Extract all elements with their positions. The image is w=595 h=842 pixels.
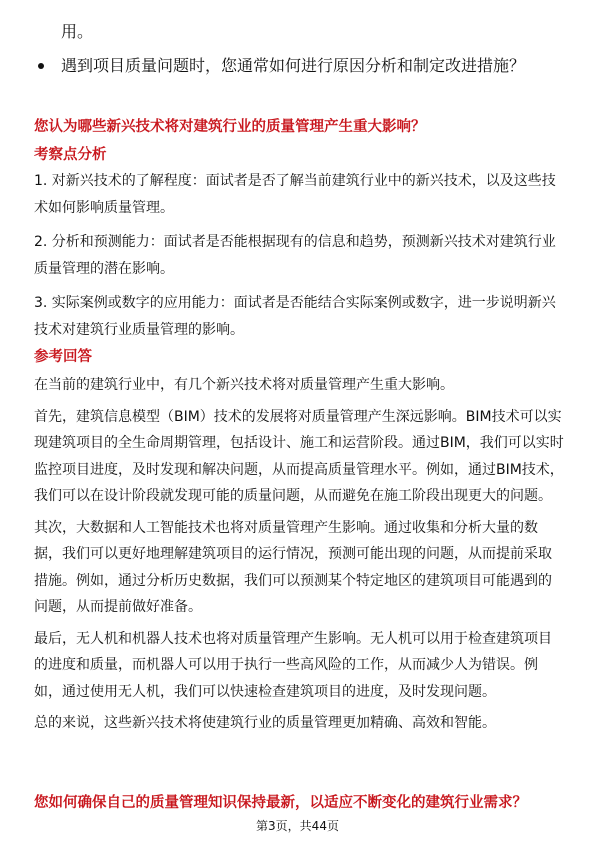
analysis-list	[34, 168, 564, 351]
analysis-item: 2. 分析和预测能力：面试者是否能根据现有的信息和趋势，预测新兴技术对建筑行业质量管理的潜在影响。	[34, 234, 556, 277]
bullet-item	[38, 54, 548, 78]
answer-heading: 参考回答	[34, 349, 92, 365]
answer-paragraph: 总的来说，这些新兴技术将使建筑行业的质量管理更加精确、高效和智能。	[34, 715, 496, 731]
answer-paragraph: 首先，建筑信息模型（BIM）技术的发展将对质量管理产生深远影响。BIM技术可以实现建筑项目的全生命周期管理，包括设计、施工和运营阶段。通过BIM，我们可以实时监控项目进度，及时发现和解决问题，从而提高质量管理水平。例如，通过BIM技术，我们可以在设计阶段就发现可能的质量问题，从而避免在施工阶段出现更大的问题。	[34, 408, 564, 504]
next-question-heading: 您如何确保自己的质量管理知识保持最新，以适应不断变化的建筑行业需求？	[34, 795, 527, 811]
answer-paragraph: 其次，大数据和人工智能技术也将对质量管理产生影响。通过收集和分析大量的数据，我们可以更好地理解建筑项目的运行情况，预测可能出现的问题，从而提前采取措施。例如，通过分析历史数据，我们可以预测某个特定地区的建筑项目可能遇到的问题，从而提前做好准备。	[34, 519, 552, 615]
bullet-dot-icon	[38, 63, 44, 69]
answer-body	[34, 372, 564, 742]
answer-paragraph: 最后，无人机和机器人技术也将对质量管理产生影响。无人机可以用于检查建筑项目的进度和质量，而机器人可以用于执行一些高风险的工作，从而减少人为错误。例如，通过使用无人机，我们可以快速检查建筑项目的进度，及时发现问题。	[34, 630, 552, 700]
analysis-item: 3. 实际案例或数字的应用能力：面试者是否能结合实际案例或数字，进一步说明新兴技术对建筑行业质量管理的影响。	[34, 295, 556, 338]
analysis-heading: 考察点分析	[34, 147, 107, 163]
analysis-item: 1. 对新兴技术的了解程度：面试者是否了解当前建筑行业中的新兴技术，以及这些技术如何影响质量管理。	[34, 173, 556, 216]
answer-paragraph: 在当前的建筑行业中，有几个新兴技术将对质量管理产生重大影响。	[34, 377, 454, 393]
page-number: 第3页，共44页	[256, 819, 339, 833]
question-heading: 您认为哪些新兴技术将对建筑行业的质量管理产生重大影响？	[34, 119, 426, 135]
bullet-text: 遇到项目质量问题时，您通常如何进行原因分析和制定改进措施？	[61, 56, 526, 75]
continued-text: 用。	[61, 22, 94, 41]
